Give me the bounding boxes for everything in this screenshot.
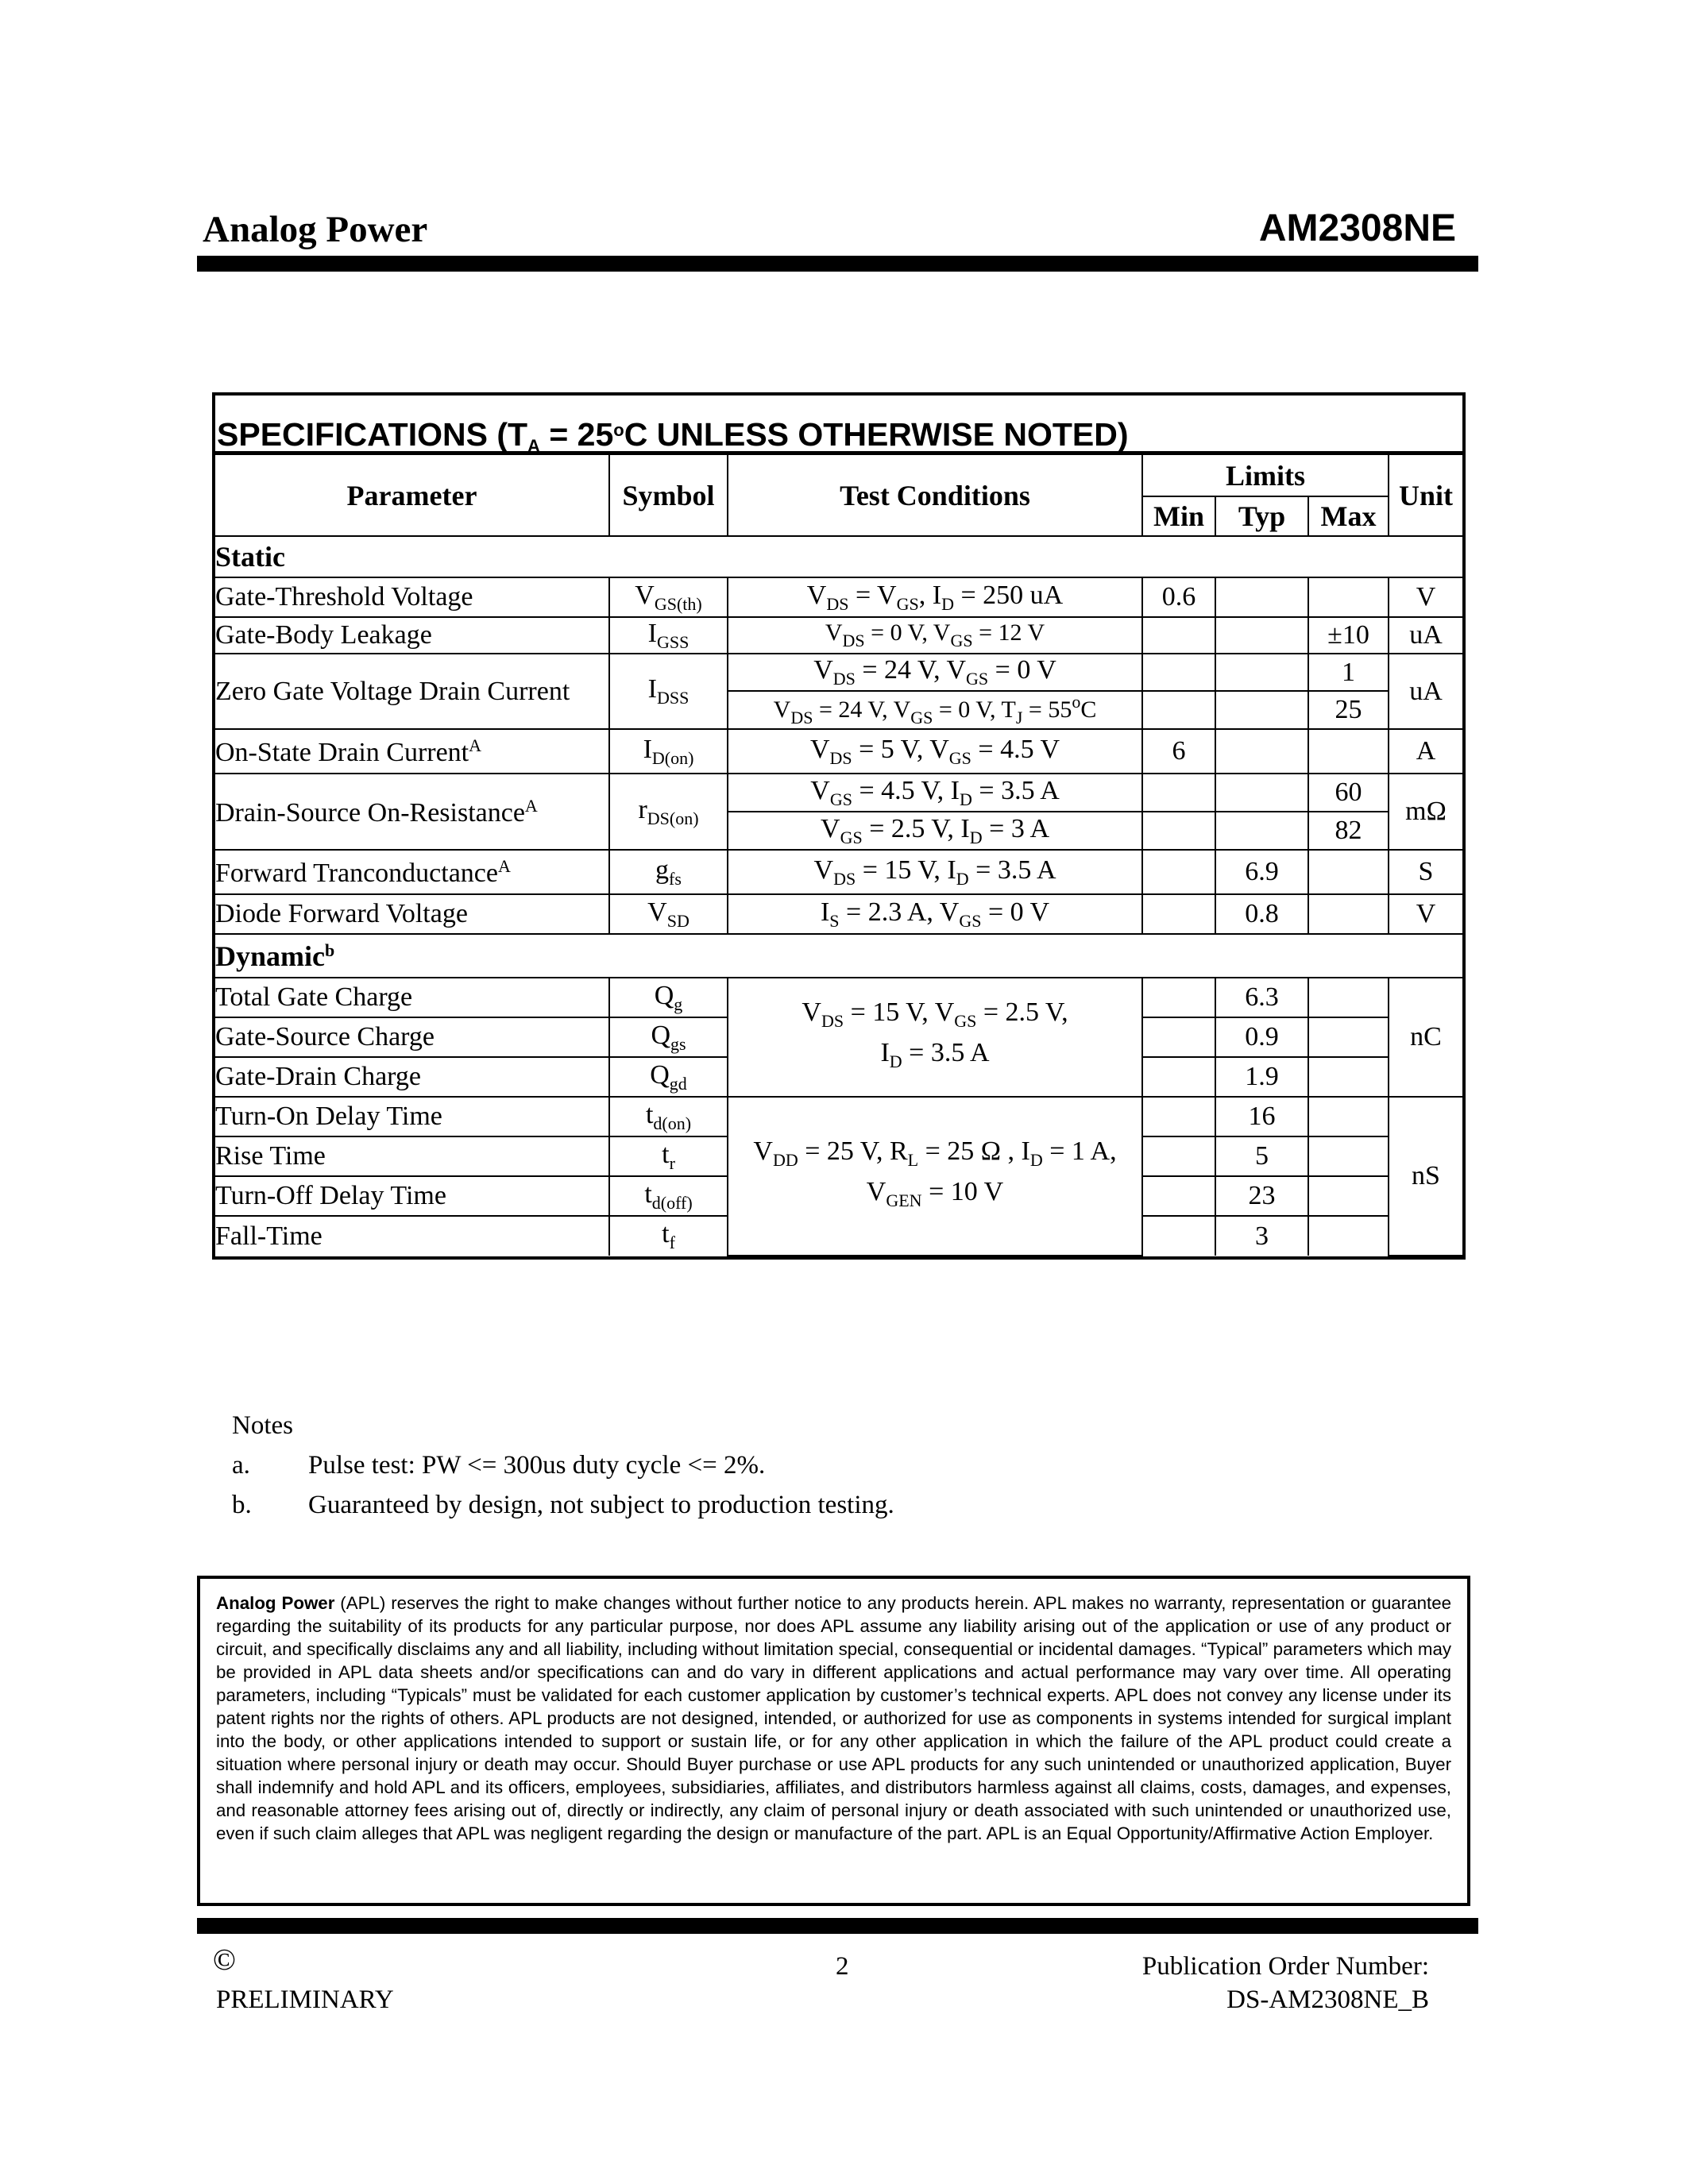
table-row: Turn-On Delay Time $t_{d(on)}$ $V_{DD} = 25$ V, $R_L = 25$ Ω , $I_D = 1$ A, $V_{GEN} = 10$ V 16 nS (215, 1097, 1462, 1136)
table-row: Total Gate Charge $Q_g$ $V_{DS} = 15$ V, $V_{GS} = 2.5$ V, $I_D = 3.5$ A 6.3 nC (215, 978, 1462, 1017)
col-unit: Unit (1389, 454, 1462, 536)
table-row: Gate-Source Charge $Q_{gs}$ 0.9 (215, 1017, 1462, 1057)
col-limits: Limits (1142, 454, 1389, 496)
header-rule (197, 256, 1478, 272)
section-static: Static (215, 536, 1462, 577)
copyright-symbol: © (213, 1943, 236, 1977)
table-row: Gate-Body Leakage $I_{GSS}$ $V_{DS} = 0$ V, $V_{GS} = 12$ V ±10 uA (215, 617, 1462, 654)
company-name: Analog Power (203, 209, 428, 250)
col-max: Max (1308, 496, 1389, 536)
table-row: Turn-Off Delay Time $t_{d(off)}$ 23 (215, 1176, 1462, 1216)
status-label: PRELIMINARY (216, 1985, 394, 2014)
col-typ: Typ (1215, 496, 1308, 536)
specifications-table (212, 392, 1466, 1260)
table-row: Gate-Drain Charge $Q_{gd}$ 1.9 (215, 1057, 1462, 1097)
spec-title: SPECIFICATIONS ($TA = 25^oC$ UNLESS OTHERWISE NOTED) (215, 396, 1462, 453)
page-number: 2 (836, 1952, 849, 1981)
col-test-conditions: Test Conditions (728, 454, 1142, 536)
part-number: AM2308NE (1258, 207, 1456, 249)
note-item: b. Guaranteed by design, not subject to production testing. (232, 1491, 894, 1519)
notes (232, 1406, 894, 1525)
disclaimer-box (197, 1576, 1470, 1906)
table-row: Forward Tranconductance$^A$ $g_{fs}$ $V_{DS} = 15$ V, $I_D = 3.5$ A 6.9 S (215, 850, 1462, 894)
table-row: $V_{DS} = 24$ V, $V_{GS} = 0$ V, $T_J = 55^oC$ 25 (215, 691, 1462, 729)
table-row: Diode Forward Voltage $V_{SD}$ $I_S = 2.3$ A, $V_{GS} = 0$ V 0.8 V (215, 894, 1462, 934)
table-row: Zero Gate Voltage Drain Current $I_{DSS}$ $V_{DS} = 24$ V, $V_{GS} = 0$ V 1 uA (215, 654, 1462, 691)
note-item: a. Pulse test: PW <= 300us duty cycle <= 2%. (232, 1451, 766, 1480)
col-parameter: Parameter (215, 454, 609, 536)
section-dynamic: Dynamic$^b$ (215, 934, 1462, 978)
publication-number: DS-AM2308NE_B (1226, 1985, 1429, 2014)
col-symbol: Symbol (609, 454, 728, 536)
notes-title: Notes (232, 1411, 293, 1440)
publication-label: Publication Order Number: (1141, 1952, 1429, 1981)
footer-rule (197, 1918, 1478, 1934)
table-row: On-State Drain Current$^A$ $I_{D(on)}$ $V_{DS} = 5$ V, $V_{GS} = 4.5$ V 6 A (215, 729, 1462, 774)
table-row: Rise Time $t_r$ 5 (215, 1136, 1462, 1176)
table-row: Gate-Threshold Voltage $V_{GS(th)}$ $V_{DS} = V_{GS}$, $I_D = 250$ uA 0.6 V (215, 577, 1462, 617)
table-row: Drain-Source On-Resistance$^A$ $r_{DS(on)}$ $V_{GS} = 4.5$ V, $I_D = 3.5$ A 60 mΩ (215, 774, 1462, 812)
table-row: Fall-Time $t_f$ 3 (215, 1216, 1462, 1256)
disclaimer-text: Analog Power (APL) reserves the right to make changes without further notice to any products herein. APL makes no warranty, representation or guarantee regarding the suitability of its products for any particular purpose, nor does APL assume any liability arising out of the application or use of any product or circuit, and specifically disclaims any and all liability, including without limitation special, consequential or incidental damages. “Typical” parameters which may be provided in APL data sheets and/or specifications can and do vary in different applications and actual performance may vary over time. All operating parameters, including “Typicals” must be validated for each customer application by customer’s technical experts. APL does not convey any license under its patent rights nor the rights of others. APL products are not designed, intended, or authorized for use as components in systems intended for surgical implant into the body, or other applications intended to support or sustain life, or for any other application in which the failure of the APL product could create a situation where personal injury or death may occur. Should Buyer purchase or use APL products for any such unintended or unauthorized application, Buyer shall indemnify and hold APL and its officers, employees, subsidiaries, affiliates, and distributors harmless against all claims, costs, damages, and expenses, and reasonable attorney fees arising out of, directly or indirectly, any claim of personal injury or death associated with such unintended or unauthorized use, even if such claim alleges that APL was negligent regarding the design or manufacture of the part. APL is an Equal Opportunity/Affirmative Action Employer. (216, 1593, 1451, 1843)
col-min: Min (1142, 496, 1215, 536)
table-row: $V_{GS} = 2.5$ V, $I_D = 3$ A 82 (215, 812, 1462, 850)
